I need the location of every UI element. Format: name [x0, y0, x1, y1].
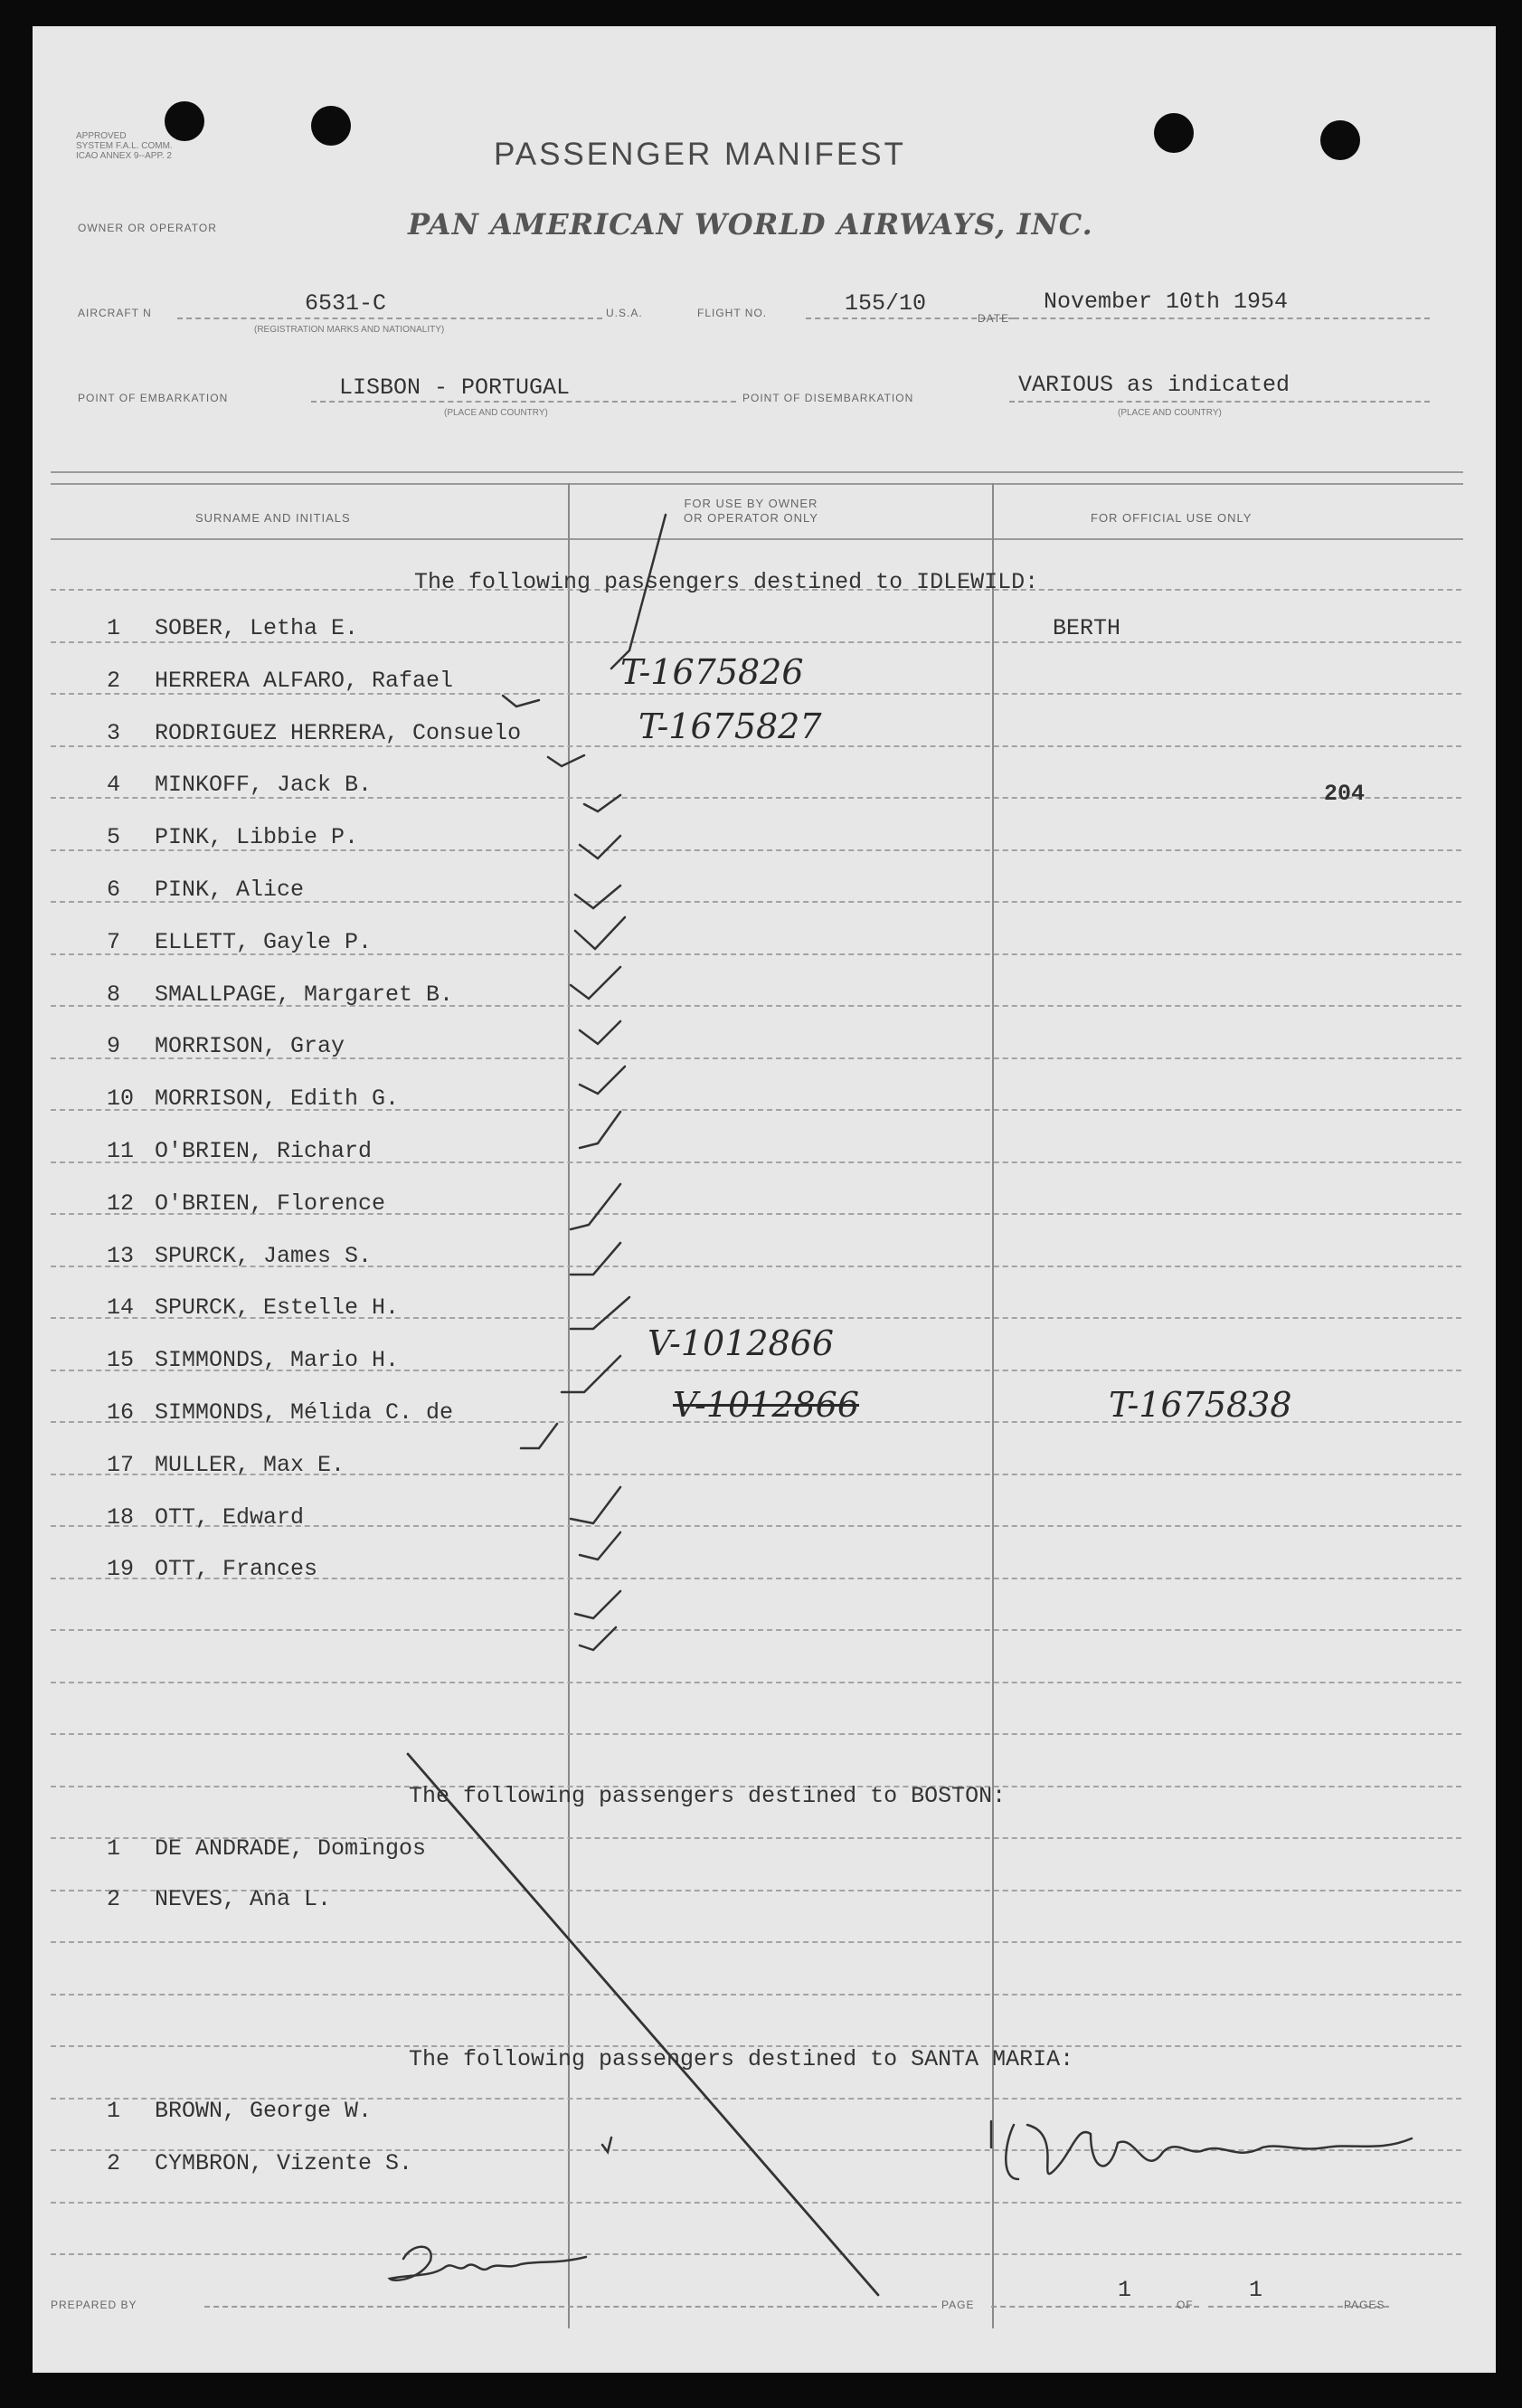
- check-mark: [580, 1021, 620, 1044]
- passenger-name: MINKOFF, Jack B.: [155, 772, 373, 798]
- passenger-number: 8: [107, 981, 121, 1008]
- official-number: 204: [1324, 781, 1366, 807]
- passenger-name: PINK, Alice: [155, 877, 305, 903]
- check-mark: [575, 886, 620, 908]
- page-label: PAGE: [941, 2299, 975, 2311]
- ticket-number: T-1675826: [620, 652, 804, 692]
- passenger-name: SIMMONDS, Mario H.: [155, 1347, 400, 1373]
- punch-hole: [1154, 113, 1194, 153]
- airline-name: PAN AMERICAN WORLD AIRWAYS, INC.: [408, 207, 1093, 242]
- passenger-name: MORRISON, Edith G.: [155, 1085, 400, 1112]
- check-mark: [580, 836, 620, 858]
- page-count: 1: [1249, 2277, 1263, 2303]
- embarkation-sublabel: (PLACE AND COUNTRY): [444, 408, 548, 418]
- row-guide-line: [51, 2202, 1461, 2204]
- aircraft-label: AIRCRAFT N: [78, 307, 152, 319]
- passenger-name: OTT, Edward: [155, 1504, 305, 1531]
- pages-label: PAGES: [1344, 2299, 1385, 2311]
- prepared-by-label: PREPARED BY: [51, 2299, 137, 2311]
- check-mark: [571, 1487, 620, 1523]
- passenger-name: O'BRIEN, Florence: [155, 1190, 386, 1217]
- page-title: PASSENGER MANIFEST: [494, 137, 906, 172]
- date-label: DATE: [978, 312, 1010, 325]
- column-surname: SURNAME AND INITIALS: [195, 511, 351, 525]
- check-mark: [580, 1067, 625, 1094]
- check-mark: [575, 917, 625, 949]
- passenger-name: SPURCK, James S.: [155, 1243, 373, 1269]
- row-guide-line: [51, 1941, 1461, 1943]
- passenger-number: 2: [107, 1886, 121, 1912]
- berth-note: BERTH: [1053, 615, 1121, 641]
- row-guide-line: [51, 1629, 1461, 1631]
- row-guide-line: [51, 2253, 1461, 2255]
- passenger-name: MULLER, Max E.: [155, 1452, 345, 1478]
- passenger-number: 13: [107, 1243, 135, 1269]
- passenger-name: MORRISON, Gray: [155, 1033, 345, 1059]
- nationality: U.S.A.: [606, 307, 643, 319]
- passenger-number: 1: [107, 1835, 121, 1862]
- check-mark: [571, 967, 620, 999]
- passenger-number: 6: [107, 877, 121, 903]
- passenger-number: 19: [107, 1556, 135, 1582]
- passenger-name: HERRERA ALFARO, Rafael: [155, 668, 454, 694]
- disembarkation-sublabel: (PLACE AND COUNTRY): [1118, 408, 1222, 418]
- check-mark: [503, 696, 539, 706]
- flight-number: 155/10: [845, 290, 927, 317]
- row-guide-line: [51, 1682, 1461, 1683]
- check-mark: [580, 1112, 620, 1148]
- strike-slash: [408, 1754, 878, 2295]
- check-mark: [548, 755, 584, 766]
- disembarkation-point: VARIOUS as indicated: [1018, 372, 1290, 398]
- section-heading-boston: The following passengers destined to BOSTON:: [409, 1783, 1007, 1809]
- passenger-name: DE ANDRADE, Domingos: [155, 1835, 427, 1862]
- passenger-name: BROWN, George W.: [155, 2098, 373, 2124]
- ticket-number: T-1675838: [1109, 1385, 1292, 1425]
- check-mark: [575, 1591, 620, 1618]
- passenger-name: RODRIGUEZ HERRERA, Consuelo: [155, 720, 522, 746]
- passenger-name: CYMBRON, Vizente S.: [155, 2150, 413, 2176]
- owner-label: OWNER OR OPERATOR: [78, 222, 217, 234]
- passenger-number: 17: [107, 1452, 135, 1478]
- check-mark: [571, 1243, 620, 1275]
- passenger-number: 2: [107, 668, 121, 694]
- passenger-number: 10: [107, 1085, 135, 1112]
- check-mark: [580, 1532, 620, 1560]
- passenger-number: 18: [107, 1504, 135, 1531]
- passenger-name: SOBER, Letha E.: [155, 615, 359, 641]
- passenger-name: SIMMONDS, Mélida C. de: [155, 1399, 454, 1426]
- passenger-number: 12: [107, 1190, 135, 1217]
- passenger-number: 5: [107, 824, 121, 850]
- passenger-name: ELLETT, Gayle P.: [155, 929, 373, 955]
- check-mark: [571, 1184, 620, 1229]
- passenger-number: 7: [107, 929, 121, 955]
- passenger-number: 11: [107, 1138, 135, 1164]
- punch-hole: [1320, 120, 1360, 160]
- passenger-name: SPURCK, Estelle H.: [155, 1294, 400, 1321]
- check-mark: [562, 1356, 620, 1392]
- registration-sublabel: (REGISTRATION MARKS AND NATIONALITY): [254, 325, 445, 335]
- passenger-number: 1: [107, 615, 121, 641]
- approval-note: APPROVED SYSTEM F.A.L. COMM. ICAO ANNEX 9--APP. 2: [76, 131, 173, 161]
- signature: [1006, 2125, 1412, 2179]
- passenger-name: PINK, Libbie P.: [155, 824, 359, 850]
- disembarkation-label: POINT OF DISEMBARKATION: [742, 392, 914, 404]
- embarkation-label: POINT OF EMBARKATION: [78, 392, 229, 404]
- preparer-initials: [390, 2247, 586, 2280]
- passenger-name: SMALLPAGE, Margaret B.: [155, 981, 454, 1008]
- flight-date: November 10th 1954: [1044, 289, 1289, 315]
- passenger-number: 15: [107, 1347, 135, 1373]
- passenger-name: NEVES, Ana L.: [155, 1886, 332, 1912]
- ticket-number: T-1675827: [638, 706, 822, 746]
- passenger-number: 14: [107, 1294, 135, 1321]
- punch-hole: [311, 106, 351, 146]
- page-number: 1: [1118, 2277, 1132, 2303]
- passenger-number: 16: [107, 1399, 135, 1426]
- column-official-use: FOR OFFICIAL USE ONLY: [1091, 511, 1253, 525]
- passenger-name: O'BRIEN, Richard: [155, 1138, 373, 1164]
- check-mark: [571, 1297, 629, 1329]
- manifest-sheet: [33, 26, 1496, 2373]
- row-guide-line: [51, 641, 1461, 643]
- check-mark: [521, 1424, 557, 1448]
- flight-label: FLIGHT NO.: [697, 307, 768, 319]
- passenger-number: 1: [107, 2098, 121, 2124]
- passenger-number: 3: [107, 720, 121, 746]
- row-guide-line: [51, 1994, 1461, 1996]
- aircraft-registration: 6531-C: [305, 290, 387, 317]
- column-owner-use: FOR USE BY OWNER OR OPERATOR ONLY: [684, 497, 818, 525]
- passenger-name: OTT, Frances: [155, 1556, 318, 1582]
- ticket-number: V-1012866: [648, 1323, 835, 1363]
- of-label: OF: [1177, 2299, 1194, 2311]
- passenger-number: 4: [107, 772, 121, 798]
- ticket-number-struck: V-1012866: [673, 1385, 860, 1425]
- section-heading-santa-maria: The following passengers destined to SANTA MARIA:: [409, 2046, 1074, 2072]
- embarkation-point: LISBON - PORTUGAL: [339, 374, 571, 401]
- passenger-number: 9: [107, 1033, 121, 1059]
- section-heading-idlewild: The following passengers destined to IDLEWILD:: [414, 569, 1039, 595]
- passenger-number: 2: [107, 2150, 121, 2176]
- row-guide-line: [51, 1733, 1461, 1735]
